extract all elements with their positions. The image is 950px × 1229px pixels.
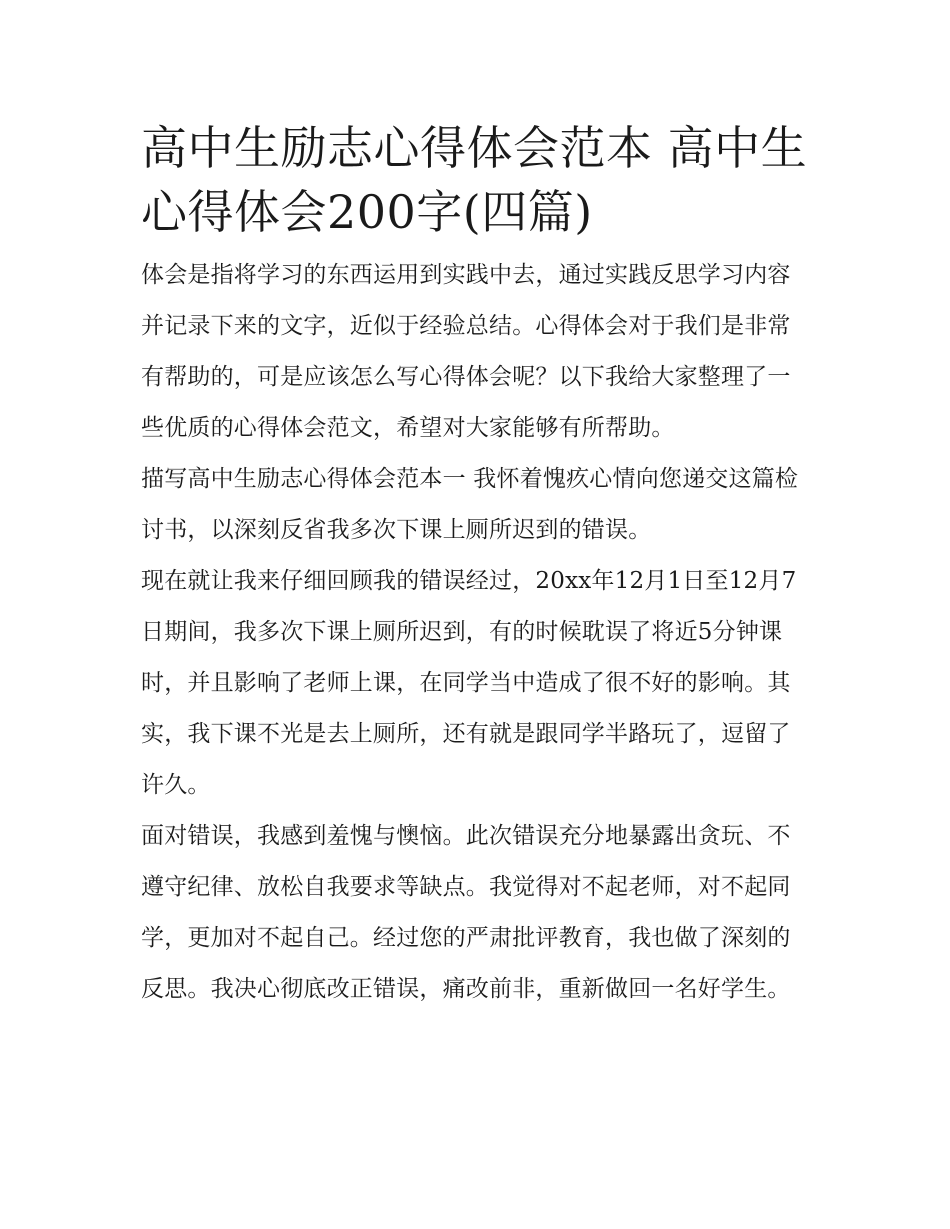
paragraph-3: 现在就让我来仔细回顾我的错误经过，20xx年12月1日至12月7日期间，我多次下课上厕所迟到，有的时候耽误了将近5分钟课时，并且影响了老师上课，在同学当中造成了很不好的影响。其实，我下课不光是去上厕所，还有就是跟同学半路玩了，逗留了许久。 — [141, 568, 797, 798]
document-title: 高中生励志心得体会范本 高中生心得体会200字(四篇) — [141, 121, 808, 239]
intro-paragraph: 体会是指将学习的东西运用到实践中去，通过实践反思学习内容并记录下来的文字，近似于经验总结。心得体会对于我们是非常有帮助的，可是应该怎么写心得体会呢？以下我给大家整理了一些优质的心得体会范文，希望对大家能够有所帮助。 — [141, 262, 791, 441]
document-body — [141, 116, 813, 1015]
paragraph-4: 面对错误，我感到羞愧与懊恼。此次错误充分地暴露出贪玩、不遵守纪律、放松自我要求等缺点。我觉得对不起老师，对不起同学，更加对不起自己。经过您的严肃批评教育，我也做了深刻的反思。我决心彻底改正错误，痛改前非，重新做回一名好学生。 — [141, 823, 791, 1002]
paragraph-2: 描写高中生励志心得体会范本一 我怀着愧疚心情向您递交这篇检讨书，以深刻反省我多次下课上厕所迟到的错误。 — [141, 466, 799, 543]
